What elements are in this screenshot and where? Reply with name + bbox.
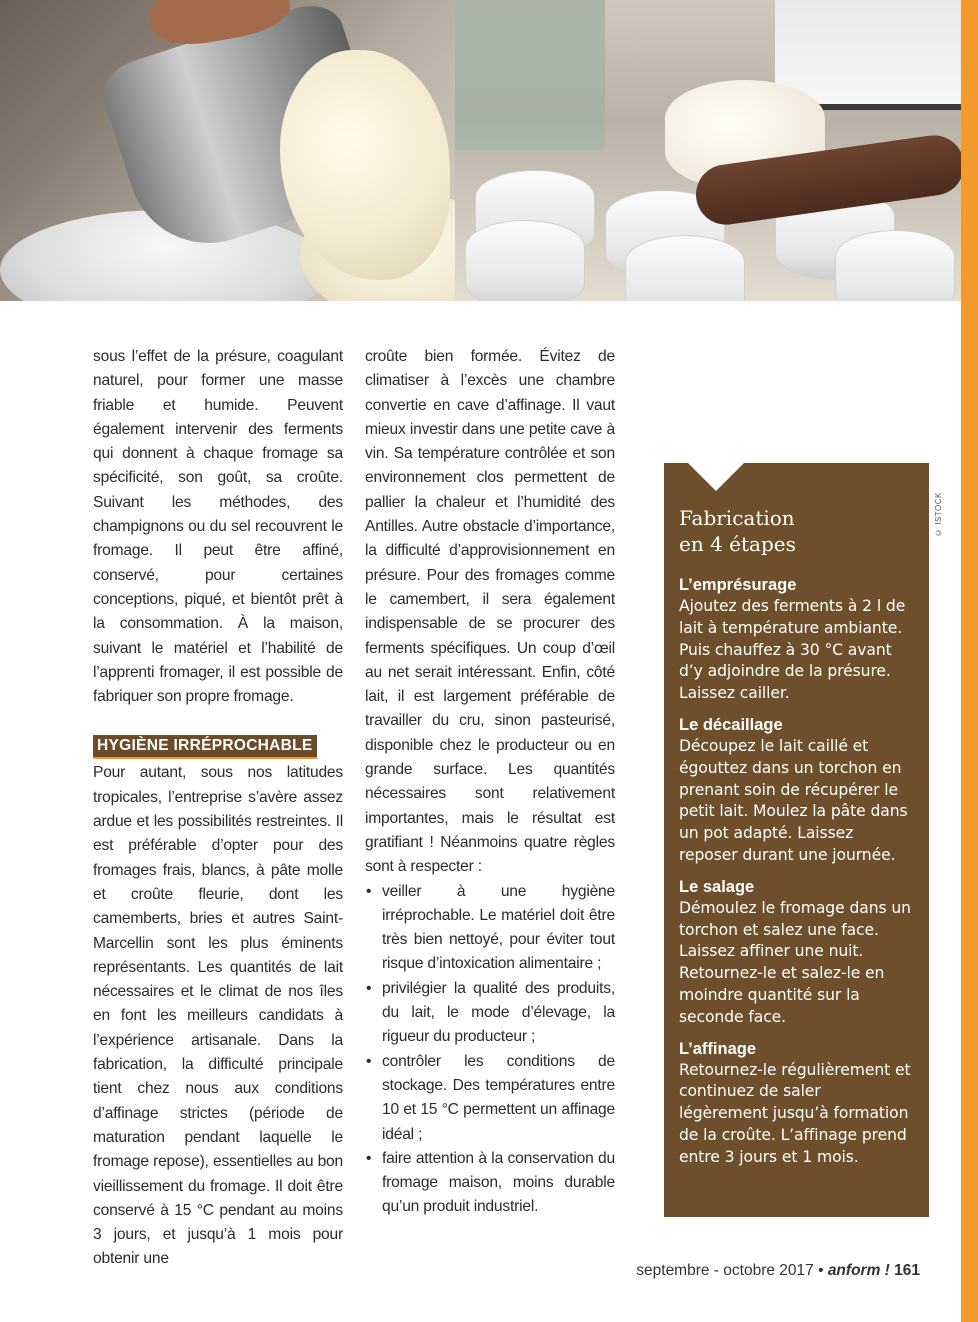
text-column-1 <box>93 345 343 1272</box>
sidebar-title <box>679 505 913 557</box>
list-item: • contrôler les conditions de stockage. Des températures entre 10 et 15 °C permettent un affinage idéal ; <box>365 1050 615 1147</box>
mold-shape <box>835 230 955 301</box>
page-footer <box>636 1262 920 1280</box>
mold-shape <box>625 235 745 301</box>
step-text: Ajoutez des ferments à 2 l de lait à température ambiante. Puis chauffez à 30 °C avant d’y adjoindre de la présure. Laissez cailler. <box>679 597 906 703</box>
step-title: L’emprésurage <box>679 576 797 594</box>
wall-shape <box>455 0 605 150</box>
photo-fresh-cheese-molds <box>455 0 961 301</box>
magazine-name: anform ! <box>827 1262 890 1279</box>
sidebar-title-line: Fabrication <box>679 506 795 530</box>
steps-sidebar <box>664 463 929 1217</box>
step-emprésurage <box>679 575 913 705</box>
step-decaillage <box>679 715 913 867</box>
step-text: Découpez le lait caillé et égouttez dans un torchon en prenant soin de récupérer le petit lait. Moulez la pâte dans un pot adapté. Laissez reposer durant une journée. <box>679 736 908 864</box>
step-text: Retournez-le régulièrement et continuez de saler légèrement jusqu’à formation de la croûte. L’affinage prend entre 3 jours et 1 mois. <box>679 1060 911 1166</box>
photo-cheese-curd-pouring <box>0 0 455 301</box>
step-title: Le décaillage <box>679 715 783 734</box>
page-edge-band <box>961 0 978 1322</box>
section-subhead: HYGIÈNE IRRÉPROCHABLE <box>93 735 317 759</box>
notch-triangle-icon <box>688 463 744 491</box>
rules-list <box>365 880 615 1220</box>
body-paragraph: Pour autant, sous nos latitudes tropicales, l’entreprise s’avère assez ardue et les possibilités restreintes. Il est préférable d’opter pour des fromages frais, blancs, à pâte molle et croûte fleurie, dont les camemberts, bries et autres Saint-Marcellin sont les plus éminents représentants. Les quantités de lait nécessaires et le climat de nos îles en font les meilleurs candidats à l’expérience artisanale. Dans la fabrication, la difficulté principale tient chez nous aux conditions d’affinage strictes (période de maturation pendant laquelle le fromage repose), essentielles au bon vieillissement du fromage. Il doit être conservé à 15 °C pendant au moins 3 jours, et jusqu’à 1 mois pour obtenir une <box>93 764 343 1268</box>
issue-date: septembre - octobre 2017 • <box>636 1262 824 1279</box>
step-salage <box>679 877 913 1029</box>
list-item: • faire attention à la conservation du fromage maison, moins durable qu’un produit industriel. <box>365 1147 615 1220</box>
intro-paragraph: sous l’effet de la présure, coagulant naturel, pour former une masse friable et humide. Peuvent également intervenir des ferments qui donnent à chaque fromage sa spécificité, son goût, sa croûte. Suivant les méthodes, des champignons ou du sel recouvrent le fromage. Il peut être affiné, conservé, pour certaines conceptions, piqué, et bientôt prêt à la consommation. À la maison, suivant le matériel et l’habilité de l’apprenti fromager, il est possible de fabriquer son propre fromage. <box>93 348 343 706</box>
list-item: • veiller à une hygiène irréprochable. Le matériel doit être très bien nettoyé, pour éviter tout risque d’intoxication alimentaire ; <box>365 880 615 977</box>
body-paragraph: croûte bien formée. Évitez de climatiser à l’excès une chambre convertie en cave d’affinage. Il vaut mieux investir dans une petite cave à vin. Sa température contrôlée et son environnement clos permettent de pallier la chaleur et l’humidité des Antilles. Autre obstacle d’importance, la difficulté d’approvisionnement en présure. Pour des fromages comme le camembert, il sera également indispensable de se procurer des ferments spécifiques. Un coup d’œil au net serait intéressant. Enfin, côté lait, il est largement préférable de travailler du cru, sinon pasteurisé, disponible chez le producteur ou en grande surface. Les quantités nécessaires sont relativement importantes, mais le résultat est gratifiant ! Néanmoins quatre règles sont à respecter : <box>365 348 615 876</box>
list-item: • privilégier la qualité des produits, du lait, le mode d’élevage, la rigueur du producteur ; <box>365 977 615 1050</box>
step-text: Démoulez le fromage dans un torchon et salez une face. Laissez affiner une nuit. Retournez-le et salez-le en moindre quantité sur la seconde face. <box>679 898 911 1026</box>
sidebar-title-line: en 4 étapes <box>679 532 796 556</box>
photo-credit: © ISTOCK <box>934 492 943 538</box>
step-title: Le salage <box>679 877 755 896</box>
text-column-2 <box>365 345 615 1220</box>
step-title: L’affinage <box>679 1039 757 1058</box>
step-affinage <box>679 1039 913 1169</box>
page-number: 161 <box>894 1262 920 1279</box>
mold-shape <box>465 220 585 301</box>
